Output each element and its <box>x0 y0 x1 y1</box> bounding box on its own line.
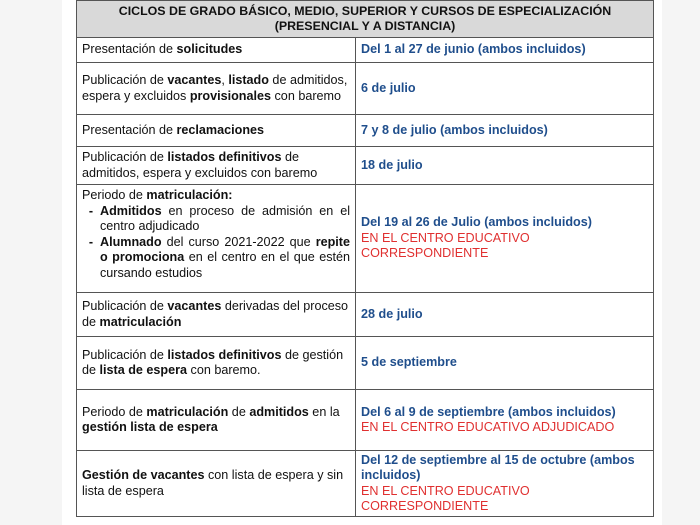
table-row <box>77 115 654 147</box>
date-cell: 18 de julio <box>356 147 654 185</box>
date-cell: Del 12 de septiembre al 15 de octubre (ambos incluidos) EN EL CENTRO EDUCATIVO CORRESPONDIENTE <box>356 451 654 517</box>
location-note: EN EL CENTRO EDUCATIVO ADJUDICADO <box>361 420 615 434</box>
phase-cell: Publicación de listados definitivos de gestión de lista de espera con baremo. <box>77 337 356 390</box>
table-header-row <box>77 1 654 38</box>
phase-cell: Publicación de listados definitivos de admitidos, espera y excluidos con baremo <box>77 147 356 185</box>
date-cell: Del 19 al 26 de Julio (ambos incluidos) EN EL CENTRO EDUCATIVO CORRESPONDIENTE <box>356 185 654 293</box>
phase-cell: Presentación de solicitudes <box>77 38 356 63</box>
table-row <box>77 185 654 293</box>
header-line-1: CICLOS DE GRADO BÁSICO, MEDIO, SUPERIOR Y CURSOS DE ESPECIALIZACIÓN <box>118 3 612 18</box>
phase-cell: Periodo de matriculación de admitidos en la gestión lista de espera <box>77 390 356 451</box>
date-cell: Del 6 al 9 de septiembre (ambos incluidos) EN EL CENTRO EDUCATIVO ADJUDICADO <box>356 390 654 451</box>
date-cell: 5 de septiembre <box>356 337 654 390</box>
table-row <box>77 293 654 337</box>
list-item: - Alumnado del curso 2021-2022 que repite o promociona en el centro en el que estén cursando estudios <box>88 234 351 280</box>
table-row <box>77 337 654 390</box>
date-cell: 7 y 8 de julio (ambos incluidos) <box>356 115 654 147</box>
date-cell: 28 de julio <box>356 293 654 337</box>
table-row <box>77 38 654 63</box>
schedule-table <box>76 0 654 517</box>
table-row <box>77 451 654 517</box>
list-item: - Admitidos en proceso de admisión en el centro adjudicado <box>88 203 350 233</box>
phase-cell: Presentación de reclamaciones <box>77 115 356 147</box>
location-note: EN EL CENTRO EDUCATIVO CORRESPONDIENTE <box>361 230 530 261</box>
phase-cell: Periodo de matriculación: - Admitidos en proceso de admisión en el centro adjudicado - Alumnado del curso 2021-2022 que repite o promociona en el centro en el que estén cursando estudios <box>77 185 356 293</box>
header-line-2: (PRESENCIAL Y A DISTANCIA) <box>274 19 456 33</box>
table-row <box>77 147 654 185</box>
phase-cell: Publicación de vacantes, listado de admitidos, espera y excluidos provisionales con baremo <box>77 63 356 115</box>
table-row <box>77 390 654 451</box>
phase-cell: Gestión de vacantes con lista de espera y sin lista de espera <box>77 451 356 517</box>
date-cell: Del 1 al 27 de junio (ambos incluidos) <box>356 38 654 63</box>
table-row <box>77 63 654 115</box>
location-note: EN EL CENTRO EDUCATIVO CORRESPONDIENTE <box>361 483 530 513</box>
date-cell: 6 de julio <box>356 63 654 115</box>
table-header <box>77 1 654 38</box>
phase-cell: Publicación de vacantes derivadas del proceso de matriculación <box>77 293 356 337</box>
